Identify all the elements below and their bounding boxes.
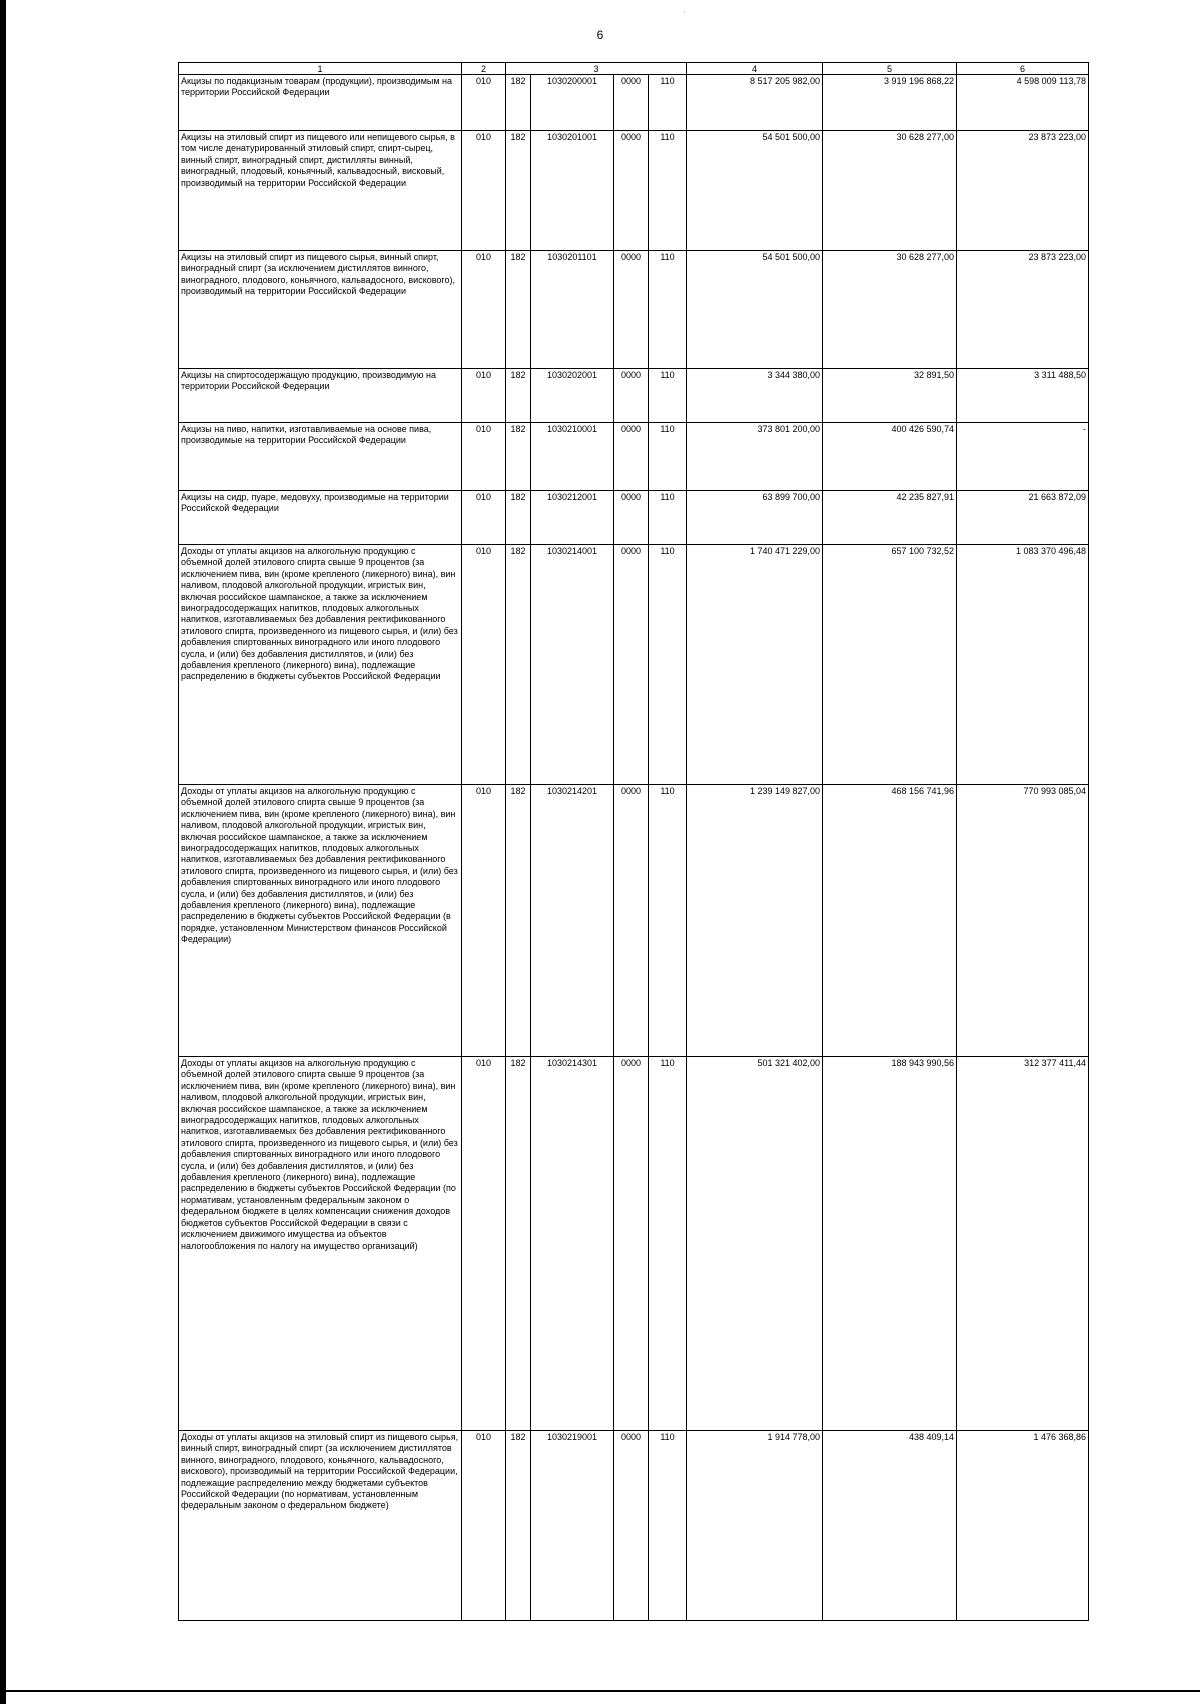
row-code-b: 1030210001 bbox=[531, 423, 614, 491]
row-name: Акцизы на этиловый спирт из пищевого сырья, винный спирт, виноградный спирт (за исключением дистиллятов винного, виноградного, плодового, коньячного, кальвадосного, вискового), производимый на территории Российской Федерации bbox=[179, 251, 462, 369]
row-value-5: 42 235 827,91 bbox=[823, 491, 957, 545]
row-value-6: 3 311 488,50 bbox=[957, 369, 1089, 423]
page-number: 6 bbox=[596, 28, 604, 42]
row-code-c: 0000 bbox=[614, 251, 649, 369]
row-admin-code: 010 bbox=[462, 251, 506, 369]
row-name: Акцизы на пиво, напитки, изготавливаемые на основе пива, производимые на территории Российской Федерации bbox=[179, 423, 462, 491]
row-code-c: 0000 bbox=[614, 131, 649, 251]
row-admin-code: 010 bbox=[462, 1431, 506, 1621]
row-code-d: 110 bbox=[649, 1431, 687, 1621]
row-value-4: 3 344 380,00 bbox=[687, 369, 823, 423]
row-code-a: 182 bbox=[506, 545, 531, 785]
row-value-4: 54 501 500,00 bbox=[687, 131, 823, 251]
row-admin-code: 010 bbox=[462, 491, 506, 545]
row-code-c: 0000 bbox=[614, 491, 649, 545]
row-code-c: 0000 bbox=[614, 1431, 649, 1621]
table-row bbox=[179, 131, 1089, 251]
row-value-4: 1 239 149 827,00 bbox=[687, 785, 823, 1057]
row-name: Доходы от уплаты акцизов на алкогольную продукцию с объемной долей этилового спирта свыше 9 процентов (за исключением пива, вин (кроме крепленого (ликерного) вина), вин наливом, плодовой алкогольной продукции, игристых вин, включая российское шампанское, а также за исключением виноградосодержащих напитков, плодовых алкогольных напитков, изготавливаемых без добавления ректификованного этилового спирта, произведенного из пищевого сырья, и (или) без добавления спиртованных виноградного или иного плодового сусла, и (или) без добавления дистиллятов, и (или) без добавления крепленого (ликерного) вина), подлежащие распределению в бюджеты субъектов Российской Федерации bbox=[179, 545, 462, 785]
row-code-a: 182 bbox=[506, 251, 531, 369]
row-code-d: 110 bbox=[649, 131, 687, 251]
row-code-a: 182 bbox=[506, 131, 531, 251]
row-value-4: 63 899 700,00 bbox=[687, 491, 823, 545]
row-value-4: 373 801 200,00 bbox=[687, 423, 823, 491]
row-value-6: 1 476 368,86 bbox=[957, 1431, 1089, 1621]
row-name: Акцизы на спиртосодержащую продукцию, производимую на территории Российской Федерации bbox=[179, 369, 462, 423]
row-value-6: 770 993 085,04 bbox=[957, 785, 1089, 1057]
table-header-row bbox=[179, 63, 1089, 75]
row-value-4: 501 321 402,00 bbox=[687, 1057, 823, 1431]
header-col-3: 3 bbox=[506, 63, 687, 75]
row-value-5: 438 409,14 bbox=[823, 1431, 957, 1621]
row-value-5: 400 426 590,74 bbox=[823, 423, 957, 491]
row-value-5: 657 100 732,52 bbox=[823, 545, 957, 785]
row-code-b: 1030201101 bbox=[531, 251, 614, 369]
row-admin-code: 010 bbox=[462, 1057, 506, 1431]
scan-bottom-edge bbox=[0, 1690, 1200, 1692]
row-name: Доходы от уплаты акцизов на алкогольную продукцию с объемной долей этилового спирта свыше 9 процентов (за исключением пива, вин (кроме крепленого (ликерного) вина), вин наливом, плодовой алкогольной продукции, игристых вин, включая российское шампанское, а также за исключением виноградосодержащих напитков, плодовых алкогольных напитков, изготавливаемых без добавления ректификованного этилового спирта, произведенного из пищевого сырья, и (или) без добавления спиртованных виноградного или иного плодового сусла, и (или) без добавления дистиллятов, и (или) без добавления крепленого (ликерного) вина), подлежащие распределению в бюджеты субъектов Российской Федерации (в порядке, установленном Министерством финансов Российской Федерации) bbox=[179, 785, 462, 1057]
row-code-c: 0000 bbox=[614, 785, 649, 1057]
row-value-6: 23 873 223,00 bbox=[957, 131, 1089, 251]
table-row bbox=[179, 251, 1089, 369]
row-admin-code: 010 bbox=[462, 131, 506, 251]
row-code-a: 182 bbox=[506, 785, 531, 1057]
row-code-b: 1030212001 bbox=[531, 491, 614, 545]
row-name: Доходы от уплаты акцизов на алкогольную продукцию с объемной долей этилового спирта свыше 9 процентов (за исключением пива, вин (кроме крепленого (ликерного) вина), вин наливом, плодовой алкогольной продукции, игристых вин, включая российское шампанское, а также за исключением виноградосодержащих напитков, плодовых алкогольных напитков, изготавливаемых без добавления ректификованного этилового спирта, произведенного из пищевого сырья, и (или) без добавления спиртованных виноградного или иного плодового сусла, и (или) без добавления дистиллятов, и (или) без добавления крепленого (ликерного) вина), подлежащие распределению в бюджеты субъектов Российской Федерации (по нормативам, установленным федеральным законом о федеральном бюджете в целях компенсации снижения доходов бюджетов субъектов Российской Федерации в связи с исключением движимого имущества из объектов налогообложения по налогу на имущество организаций) bbox=[179, 1057, 462, 1431]
row-code-c: 0000 bbox=[614, 423, 649, 491]
header-col-1: 1 bbox=[179, 63, 462, 75]
header-col-5: 5 bbox=[823, 63, 957, 75]
table-row bbox=[179, 369, 1089, 423]
row-code-d: 110 bbox=[649, 1057, 687, 1431]
row-code-c: 0000 bbox=[614, 369, 649, 423]
row-code-b: 1030202001 bbox=[531, 369, 614, 423]
table-row bbox=[179, 75, 1089, 131]
row-name: Акцизы по подакцизным товарам (продукции), производимым на территории Российской Федерации bbox=[179, 75, 462, 131]
row-code-d: 110 bbox=[649, 545, 687, 785]
row-code-a: 182 bbox=[506, 1431, 531, 1621]
row-name: Доходы от уплаты акцизов на этиловый спирт из пищевого сырья, винный спирт, виноградный спирт (за исключением дистиллятов винного, виноградного, плодового, коньячного, кальвадосного, вискового), производимый на территории Российской Федерации, подлежащие распределению между бюджетами субъектов Российской Федерации (по нормативам, установленным федеральным законом о федеральном бюджете) bbox=[179, 1431, 462, 1621]
row-value-6: 312 377 411,44 bbox=[957, 1057, 1089, 1431]
row-code-a: 182 bbox=[506, 75, 531, 131]
row-code-b: 1030214201 bbox=[531, 785, 614, 1057]
row-admin-code: 010 bbox=[462, 423, 506, 491]
row-value-6: 1 083 370 496,48 bbox=[957, 545, 1089, 785]
row-value-5: 30 628 277,00 bbox=[823, 251, 957, 369]
row-code-a: 182 bbox=[506, 423, 531, 491]
row-code-a: 182 bbox=[506, 369, 531, 423]
row-code-d: 110 bbox=[649, 785, 687, 1057]
row-value-5: 3 919 196 868,22 bbox=[823, 75, 957, 131]
row-value-4: 54 501 500,00 bbox=[687, 251, 823, 369]
row-value-6: 4 598 009 113,78 bbox=[957, 75, 1089, 131]
row-admin-code: 010 bbox=[462, 75, 506, 131]
table-row bbox=[179, 423, 1089, 491]
table-row bbox=[179, 491, 1089, 545]
row-value-5: 468 156 741,96 bbox=[823, 785, 957, 1057]
row-value-5: 30 628 277,00 bbox=[823, 131, 957, 251]
row-name: Акцизы на этиловый спирт из пищевого или непищевого сырья, в том числе денатурированный этиловый спирт, спирт-сырец, винный спирт, виноградный спирт, дистилляты винный, виноградный, плодовый, коньячный, кальвадосный, висковый, производимый на территории Российской Федерации bbox=[179, 131, 462, 251]
row-code-a: 182 bbox=[506, 491, 531, 545]
row-code-c: 0000 bbox=[614, 545, 649, 785]
row-code-d: 110 bbox=[649, 491, 687, 545]
row-value-4: 1 914 778,00 bbox=[687, 1431, 823, 1621]
header-col-2: 2 bbox=[462, 63, 506, 75]
row-code-d: 110 bbox=[649, 75, 687, 131]
row-value-5: 32 891,50 bbox=[823, 369, 957, 423]
row-code-b: 1030200001 bbox=[531, 75, 614, 131]
row-code-d: 110 bbox=[649, 369, 687, 423]
row-code-b: 1030214001 bbox=[531, 545, 614, 785]
row-admin-code: 010 bbox=[462, 369, 506, 423]
row-value-6: - bbox=[957, 423, 1089, 491]
row-code-b: 1030201001 bbox=[531, 131, 614, 251]
row-admin-code: 010 bbox=[462, 545, 506, 785]
scan-left-edge bbox=[0, 0, 6, 1704]
row-value-6: 23 873 223,00 bbox=[957, 251, 1089, 369]
row-code-b: 1030214301 bbox=[531, 1057, 614, 1431]
header-col-6: 6 bbox=[957, 63, 1089, 75]
revenue-table bbox=[178, 62, 1089, 1621]
row-value-4: 1 740 471 229,00 bbox=[687, 545, 823, 785]
row-value-4: 8 517 205 982,00 bbox=[687, 75, 823, 131]
row-code-b: 1030219001 bbox=[531, 1431, 614, 1621]
row-code-d: 110 bbox=[649, 251, 687, 369]
table-row bbox=[179, 1431, 1089, 1621]
row-code-c: 0000 bbox=[614, 1057, 649, 1431]
table-row bbox=[179, 1057, 1089, 1431]
row-code-c: 0000 bbox=[614, 75, 649, 131]
row-value-6: 21 663 872,09 bbox=[957, 491, 1089, 545]
row-admin-code: 010 bbox=[462, 785, 506, 1057]
row-code-a: 182 bbox=[506, 1057, 531, 1431]
table-row bbox=[179, 545, 1089, 785]
row-value-5: 188 943 990,56 bbox=[823, 1057, 957, 1431]
scan-artifact-dot: · bbox=[683, 8, 686, 17]
table-row bbox=[179, 785, 1089, 1057]
row-code-d: 110 bbox=[649, 423, 687, 491]
row-name: Акцизы на сидр, пуаре, медовуху, производимые на территории Российской Федерации bbox=[179, 491, 462, 545]
header-col-4: 4 bbox=[687, 63, 823, 75]
